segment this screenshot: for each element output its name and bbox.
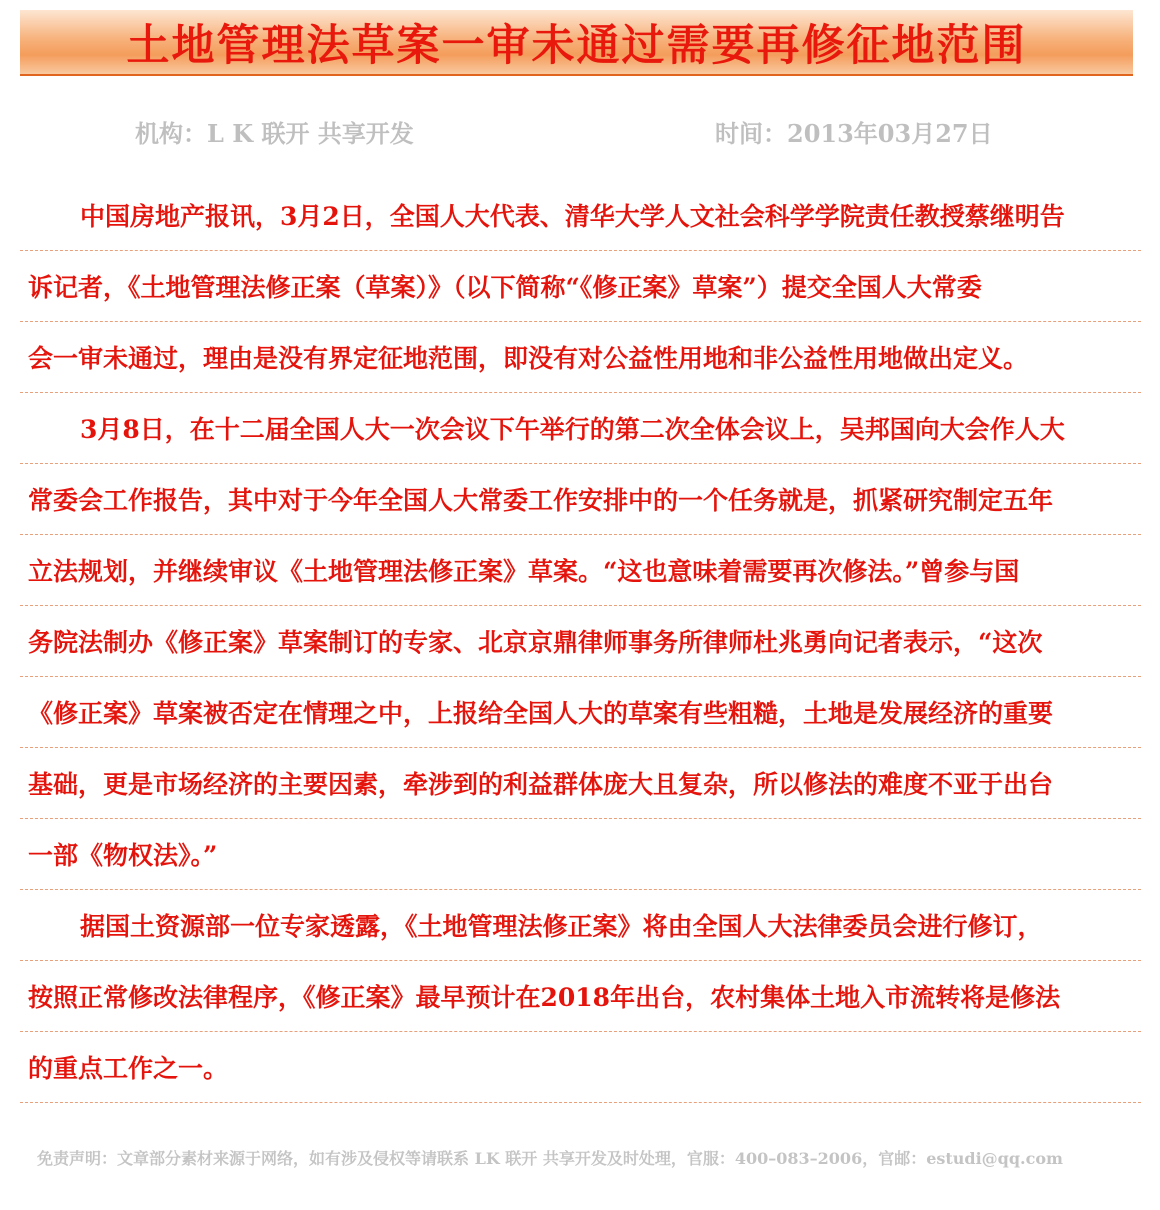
article-line: 一部《物权法》。” bbox=[20, 819, 1141, 890]
article-line: 据国土资源部一位专家透露，《土地管理法修正案》将由全国人大法律委员会进行修订， bbox=[20, 890, 1141, 961]
organization-label: 机构：L K 联开 共享开发 bbox=[135, 119, 414, 148]
article-line: 会一审未通过，理由是没有界定征地范围，即没有对公益性用地和非公益性用地做出定义。 bbox=[20, 322, 1141, 393]
article-line: 常委会工作报告，其中对于今年全国人大常委工作安排中的一个任务就是，抓紧研究制定五年 bbox=[20, 464, 1141, 535]
disclaimer-footer: 免责声明：文章部分素材来源于网络，如有涉及侵权等请联系 LK 联开 共享开发及时处理，官服：400–083–2006，官邮：estudi@qq.com bbox=[37, 1149, 1063, 1168]
article-line: 按照正常修改法律程序，《修正案》最早预计在2018年出台，农村集体土地入市流转将是修法 bbox=[20, 961, 1141, 1032]
article-line: 基础，更是市场经济的主要因素，牵涉到的利益群体庞大且复杂，所以修法的难度不亚于出台 bbox=[20, 748, 1141, 819]
article-line: 《修正案》草案被否定在情理之中，上报给全国人大的草案有些粗糙，土地是发展经济的重要 bbox=[20, 677, 1141, 748]
article-line: 务院法制办《修正案》草案制订的专家、北京京鼎律师事务所律师杜兆勇向记者表示，“这次 bbox=[20, 606, 1141, 677]
meta-row bbox=[0, 114, 1160, 154]
article-line: 中国房地产报讯，3月2日，全国人大代表、清华大学人文社会科学学院责任教授蔡继明告 bbox=[20, 180, 1141, 251]
article-body bbox=[20, 180, 1141, 1103]
article-line: 3月8日，在十二届全国人大一次会议下午举行的第二次全体会议上，吴邦国向大会作人大 bbox=[20, 393, 1141, 464]
publish-time-label: 时间：2013年03月27日 bbox=[715, 119, 993, 148]
article-line: 的重点工作之一。 bbox=[20, 1032, 1141, 1103]
article-line: 立法规划，并继续审议《土地管理法修正案》草案。“这也意味着需要再次修法。”曾参与国 bbox=[20, 535, 1141, 606]
title-banner bbox=[20, 10, 1133, 76]
article-line: 诉记者，《土地管理法修正案（草案）》（以下简称“《修正案》草案”）提交全国人大常委 bbox=[20, 251, 1141, 322]
page-title: 土地管理法草案一审未通过需要再修征地范围 bbox=[126, 20, 1027, 71]
